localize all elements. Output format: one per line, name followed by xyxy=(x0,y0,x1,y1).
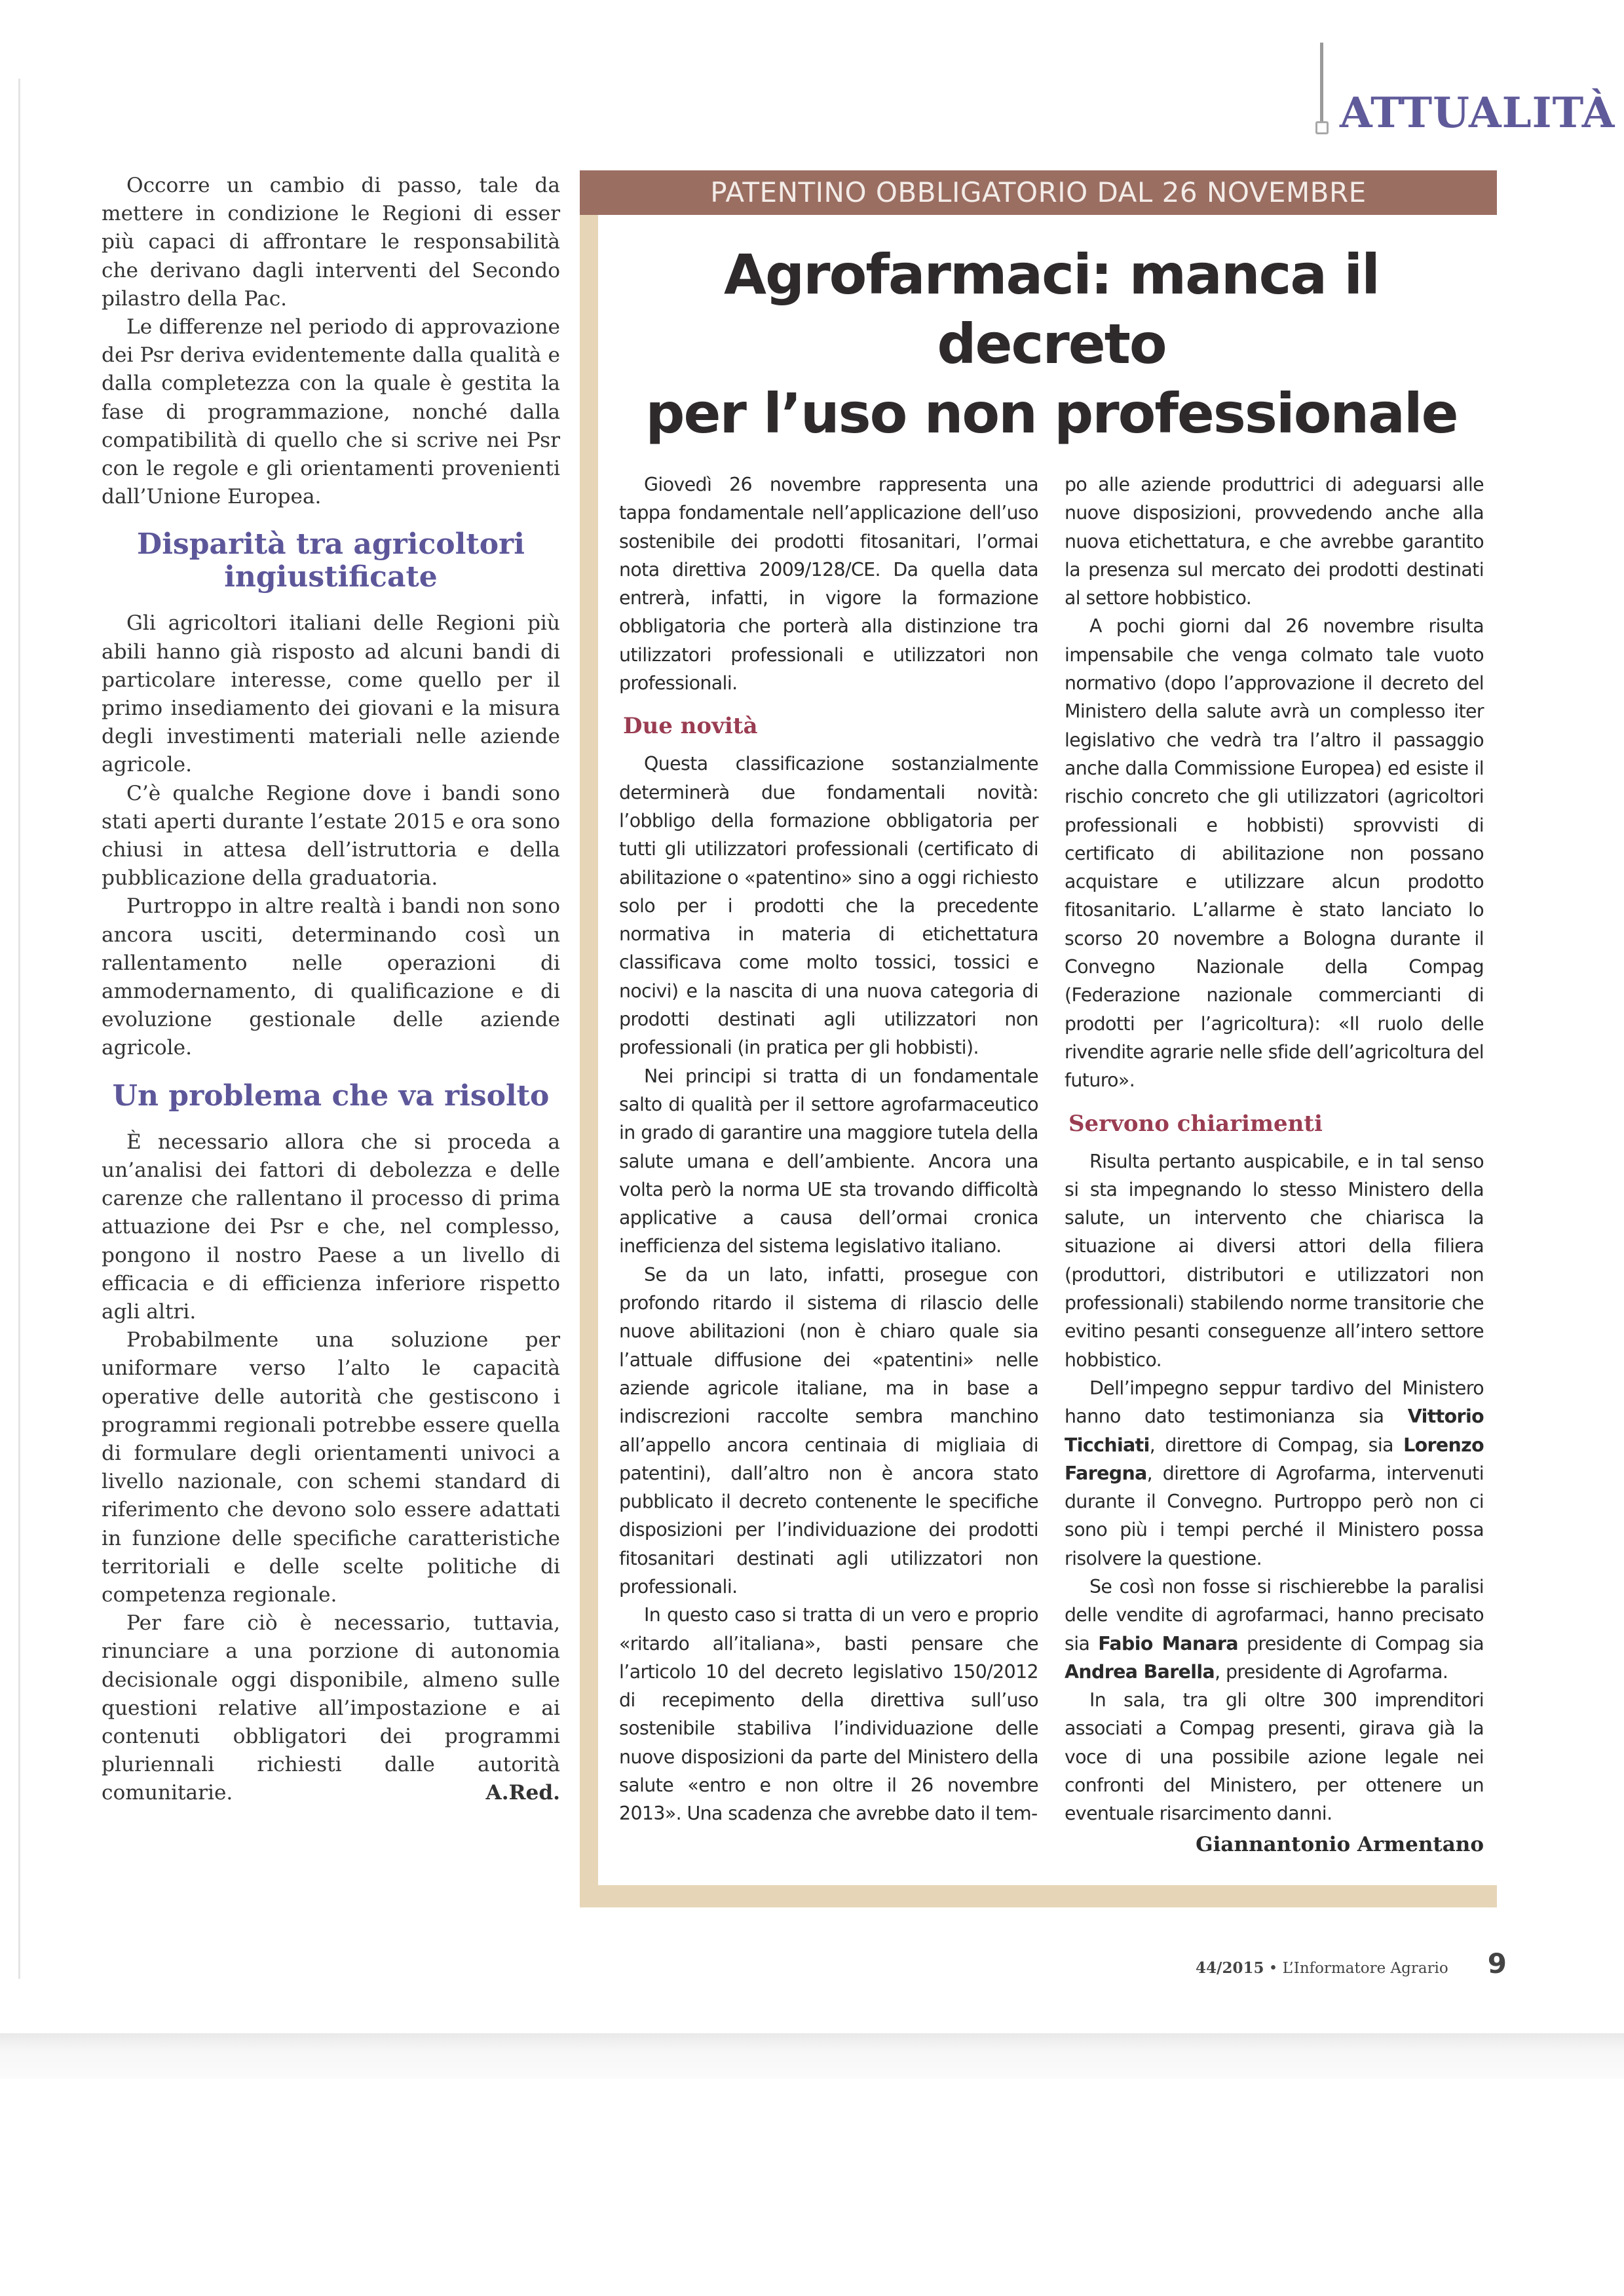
left-column-article xyxy=(102,172,560,1808)
article-headline xyxy=(619,240,1484,448)
subheading: Servono chiarimenti xyxy=(1068,1110,1323,1137)
paragraph: È necessario allora che si proceda a un’analisi dei fattori di debolezza e delle carenze che rallentano il processo di prima attuazione dei Psr e che, nel complesso, pongono il nostro Paese a un livello di efficacia e di efficienza inferiore rispetto agli altri. xyxy=(102,1130,560,1324)
paragraph: po alle aziende produttrici di adeguarsi alle nuove disposizioni, provvedendo anche alla nuova etichettatura, e che avrebbe garantito la presenza sul mercato dei prodotti destinati al settore hobbistico. xyxy=(1065,474,1484,609)
paragraph: In questo caso si tratta di un vero e proprio «ritardo all’italiana», basti pensare che l’articolo 10 del decreto legislativo 150/2012 di recepimento della direttiva sull’uso sostenibile stabiliva l’individuazione delle nuove disposizioni da parte del Ministero della salute «entro e non oltre il 26 novembre 2013». Una scadenza che avrebbe dato il tem- xyxy=(619,1604,1038,1825)
section-rule xyxy=(1320,43,1323,121)
footer-row xyxy=(0,1907,1624,1981)
article-column-1 xyxy=(619,470,1038,1828)
paragraph: Nei principi si tratta di un fondamentale salto di qualità per il settore agrofarmaceutico in grado di garantire una maggiore tutela della salute umana e dell’ambiente. Ancora una volta però la norma UE sta trovando difficoltà applicative a causa dell’ormai cronica inefficienza del sistema legislativo italiano. xyxy=(619,1065,1038,1257)
text-run: , direttore di Compag, sia xyxy=(1149,1434,1404,1456)
top-row xyxy=(0,23,1624,147)
article-columns xyxy=(619,470,1484,1859)
paragraph: A pochi giorni dal 26 novembre risulta impensabile che venga colmato tale vuoto normativo (dopo l’approvazione il decreto del Ministero della salute avrà un complesso iter legislativo che vedrà tra l’altro il passaggio anche dalla Commissione Europea) ed esiste il rischio concreto che gli utilizzatori (agricoltori professionali e hobbisti) sprovvisti di certificato di abilitazione non possano acquistare e utilizzare alcun prodotto fitosanitario. L’allarme è stato lanciato lo scorso 20 novembre a Bologna durante il Convegno Nazionale della Compag (Federazione nazionale commercianti di prodotti per l’agricoltura): «Il ruolo delle rivendite agrarie nelle sfide dell’agricoltura del futuro». xyxy=(1065,615,1484,1092)
paragraph xyxy=(102,1609,560,1807)
kicker-bar xyxy=(580,170,1497,215)
section-label: ATTUALITÀ xyxy=(1340,88,1615,138)
scan-artifact-shadow xyxy=(0,2033,1624,2079)
paragraph: Risulta pertanto auspicabile, e in tal senso si sta impegnando lo stesso Ministero della salute, un intervento che chiarisca la situazione ai diversi attori della filiera (produttori, distributori e utilizzatori non professionali) stabilendo norme transitorie che evitino pesanti conseguenze all’intero settore hobbistico. xyxy=(1065,1150,1484,1371)
paragraph: Gli agricoltori italiani delle Regioni più abili hanno già risposto ad alcuni bandi di particolare interesse, come quello per il primo insediamento dei giovani e la misura degli investimenti materiali nelle aziende agricole. xyxy=(102,611,560,777)
paragraph: Le differenze nel periodo di approvazione dei Psr deriva evidentemente dalla qualità e dalla completezza con la quale è gestita la fase di programmazione, nonché dalla compatibilità di quello che si scrive nei Psr con le regole e gli orientamenti provenienti dall’Unione Europea. xyxy=(102,315,560,509)
paragraph: Purtroppo in altre realtà i bandi non sono ancora usciti, determinando così un rallentamento nelle operazioni di ammodernamento, di qualificazione e di evoluzione gestionale delle aziende agricole. xyxy=(102,894,560,1060)
article-column-2 xyxy=(1065,470,1484,1859)
subheading: Un problema che va risolto xyxy=(112,1079,550,1113)
subheading: Due novità xyxy=(623,713,758,740)
issue-number: 44/2015 xyxy=(1196,1959,1264,1977)
paragraph xyxy=(1065,1573,1484,1686)
paragraph xyxy=(1065,1374,1484,1573)
paragraph-text: Per fare ciò è necessario, tuttavia, rinunciare a una porzione di autonomia decisionale oggi disponibile, almeno sulle questioni relative all’impostazione e ai contenuti obbligatori dei programmi pluriennali richiesti dalle autorità comunitarie. xyxy=(102,1611,560,1805)
paragraph: Probabilmente una soluzione per uniformare verso l’alto le capacità operative delle autorità che gestiscono i programmi regionali potrebbe essere quella di formulare degli orientamenti univoci a livello nazionale, con schemi standard di riferimento che devono solo essere adattati in funzione delle specifiche caratteristiche territoriali e delle scelte politiche di competenza regionale. xyxy=(102,1328,560,1607)
person-name: Lorenzo Faregna xyxy=(1065,1434,1484,1484)
article-box xyxy=(580,170,1497,1907)
text-run: , presidente di Agrofarma. xyxy=(1215,1660,1448,1683)
paragraph: C’è qualche Regione dove i bandi sono stati aperti durante l’estate 2015 e ora sono chiusi in attesa dell’istruttoria e della pubblicazione della graduatoria. xyxy=(102,781,560,890)
kicker-text: PATENTINO OBBLIGATORIO DAL 26 NOVEMBRE xyxy=(710,176,1367,208)
section-header xyxy=(1248,23,1615,138)
text-run: presidente di Compag sia xyxy=(1237,1632,1484,1655)
page-content xyxy=(0,170,1624,1907)
article-box-body xyxy=(598,215,1497,1885)
person-name: Vittorio Ticchiati xyxy=(1065,1406,1484,1456)
section-marker-icon xyxy=(1315,121,1329,134)
paragraph: In sala, tra gli oltre 300 imprenditori associati a Compag presenti, girava già la voce di una possibile azione legale nei confronti del Ministero, per ottenere un eventuale risarcimento danni. xyxy=(1065,1689,1484,1825)
page-number: 9 xyxy=(1487,1947,1507,1980)
paragraph: Giovedì 26 novembre rappresenta una tappa fondamentale nell’applicazione dell’uso sostenibile dei prodotti fitosanitari, l’ormai nota direttiva 2009/128/CE. Da quella data entrerà, infatti, in vigore la formazione obbligatoria che porterà alla distinzione tra utilizzatori professionali e utilizzatori non professionali. xyxy=(619,474,1038,695)
subheading: Disparità tra agricoltori ingiustificate xyxy=(137,527,525,594)
separator-bullet: • xyxy=(1268,1959,1278,1977)
person-name: Fabio Manara xyxy=(1098,1632,1238,1655)
headline-line: per l’uso non professionale xyxy=(645,381,1458,446)
signature: A.Red. xyxy=(485,1781,560,1805)
text-run: , direttore di Agrofarma, intervenuti durante il Convegno. Purtroppo però non ci sono più i tempi perché il Ministero possa risolvere la questione. xyxy=(1065,1462,1484,1569)
author-byline: Giannantonio Armentano xyxy=(1196,1832,1484,1856)
headline-line: Agrofarmaci: manca il decreto xyxy=(724,242,1379,376)
publication-name: L’Informatore Agrario xyxy=(1282,1959,1448,1977)
page-footer xyxy=(1196,1958,1448,1979)
text-run: Se così non fosse si rischierebbe la paralisi delle vendite di agrofarmaci, hanno precisato sia xyxy=(1065,1575,1484,1655)
paragraph: Occorre un cambio di passo, tale da mettere in condizione le Regioni di esser più capaci di affrontare le responsabilità che derivano dagli interventi del Secondo pilastro della Pac. xyxy=(102,174,560,311)
text-run: Dell’impegno seppur tardivo del Ministero hanno dato testimonianza sia xyxy=(1065,1377,1484,1428)
paragraph: Questa classificazione sostanzialmente determinerà due fondamentali novità: l’obbligo della formazione obbligatoria per tutti gli utilizzatori professionali (certificato di abilitazione o «patentino» sino a oggi richiesto solo per i prodotti che la precedente normativa in materia di etichettatura classificava come molto tossici, tossici e nocivi) e la nascita di una nuova categoria di prodotti destinati agli utilizzatori non professionali (in pratica per gli hobbisti). xyxy=(619,753,1038,1059)
person-name: Andrea Barella xyxy=(1065,1660,1215,1683)
paragraph: Se da un lato, infatti, prosegue con profondo ritardo il sistema di rilascio delle nuove abilitazioni (non è chiaro quale sia l’attuale diffusione dei «patentini» nelle aziende agricole italiane, ma in base a indiscrezioni raccolte sembra manchino all’appello ancora centinaia di migliaia di patentini), dall’altro non è ancora stato pubblicato il decreto contenente le specifiche disposizioni per l’individuazione dei prodotti fitosanitari destinati agli utilizzatori non professionali. xyxy=(619,1263,1038,1598)
